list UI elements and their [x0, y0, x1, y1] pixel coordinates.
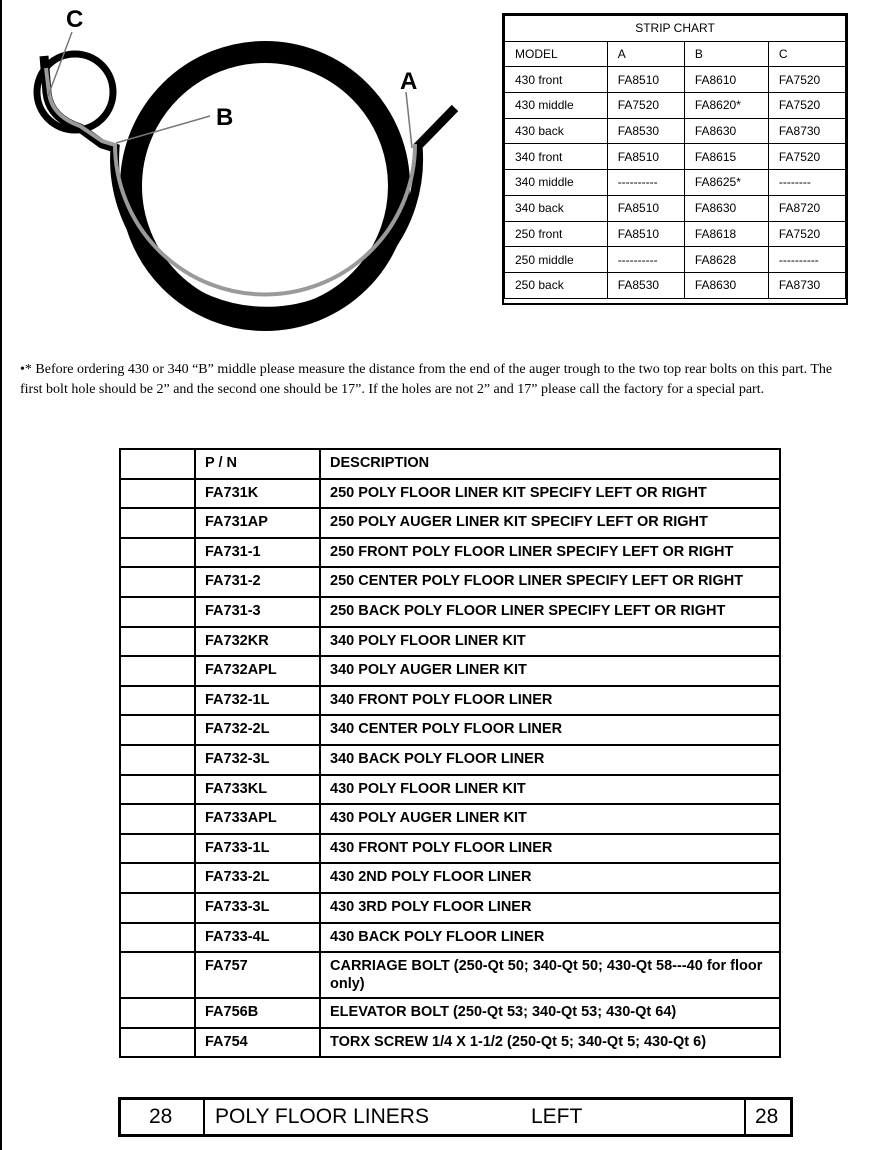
page-footer [118, 1097, 793, 1137]
leader-line-b [116, 116, 210, 143]
strip-cell-a: FA8530 [607, 118, 684, 144]
strip-chart-row [505, 221, 846, 247]
parts-cell-description: 340 FRONT POLY FLOOR LINER [320, 686, 780, 716]
parts-cell-blank [120, 923, 195, 953]
strip-cell-model: 250 middle [505, 247, 608, 273]
parts-cell-pn: FA731-3 [195, 597, 320, 627]
parts-row [120, 998, 780, 1028]
parts-cell-pn: FA731AP [195, 508, 320, 538]
strip-chart-row [505, 93, 846, 119]
parts-cell-pn: FA733APL [195, 804, 320, 834]
parts-row [120, 834, 780, 864]
parts-row [120, 627, 780, 657]
strip-header-model: MODEL [505, 41, 608, 67]
strip-cell-b: FA8630 [684, 118, 768, 144]
parts-cell-pn: FA733-1L [195, 834, 320, 864]
strip-cell-model: 340 back [505, 195, 608, 221]
parts-row [120, 775, 780, 805]
parts-cell-pn: FA733KL [195, 775, 320, 805]
parts-cell-pn: FA732KR [195, 627, 320, 657]
parts-cell-blank [120, 893, 195, 923]
strip-cell-a: ---------- [607, 247, 684, 273]
parts-cell-pn: FA733-4L [195, 923, 320, 953]
parts-row [120, 952, 780, 998]
page-left-border [0, 0, 2, 1150]
strip-cell-c: FA7520 [768, 144, 845, 170]
strip-cell-b: FA8620* [684, 93, 768, 119]
parts-cell-blank [120, 627, 195, 657]
parts-cell-description: 430 3RD POLY FLOOR LINER [320, 893, 780, 923]
strip-cell-a: ---------- [607, 170, 684, 196]
footer-divider-right [744, 1100, 746, 1134]
strip-cell-a: FA8510 [607, 221, 684, 247]
parts-row [120, 715, 780, 745]
parts-header-blank [120, 449, 195, 479]
strip-cell-c: FA8730 [768, 118, 845, 144]
strip-header-a: A [607, 41, 684, 67]
parts-row [120, 656, 780, 686]
parts-cell-blank [120, 479, 195, 509]
footer-page-number-right: 28 [755, 1105, 779, 1128]
strip-cell-c: FA8730 [768, 272, 845, 298]
parts-cell-blank [120, 508, 195, 538]
parts-cell-description: 430 2ND POLY FLOOR LINER [320, 863, 780, 893]
parts-cell-pn: FA731K [195, 479, 320, 509]
parts-cell-pn: FA732APL [195, 656, 320, 686]
parts-cell-description: 430 POLY AUGER LINER KIT [320, 804, 780, 834]
strip-cell-b: FA8628 [684, 247, 768, 273]
parts-cell-pn: FA757 [195, 952, 320, 998]
strip-chart-row [505, 118, 846, 144]
strip-chart-row [505, 144, 846, 170]
parts-cell-blank [120, 863, 195, 893]
callout-b-label: B [216, 104, 234, 131]
strip-cell-model: 430 front [505, 67, 608, 93]
strip-cell-model: 430 middle [505, 93, 608, 119]
strip-chart-row [505, 272, 846, 298]
parts-cell-blank [120, 686, 195, 716]
parts-header-description: DESCRIPTION [320, 449, 780, 479]
parts-cell-description: TORX SCREW 1/4 X 1-1/2 (250-Qt 5; 340-Qt 5; 430-Qt 6) [320, 1028, 780, 1058]
footer-section-title: POLY FLOOR LINERS [215, 1105, 429, 1128]
parts-cell-description: 250 BACK POLY FLOOR LINER SPECIFY LEFT OR RIGHT [320, 597, 780, 627]
floor-liner-diagram [20, 8, 480, 348]
parts-cell-description: 430 FRONT POLY FLOOR LINER [320, 834, 780, 864]
strip-chart-row [505, 67, 846, 93]
strip-cell-c: ---------- [768, 247, 845, 273]
parts-cell-description: 340 POLY FLOOR LINER KIT [320, 627, 780, 657]
parts-row [120, 508, 780, 538]
strip-cell-b: FA8625* [684, 170, 768, 196]
footer-divider-left [203, 1100, 205, 1134]
parts-cell-blank [120, 834, 195, 864]
parts-cell-blank [120, 998, 195, 1028]
strip-cell-model: 340 front [505, 144, 608, 170]
parts-row [120, 1028, 780, 1058]
parts-cell-description: 430 BACK POLY FLOOR LINER [320, 923, 780, 953]
strip-cell-model: 250 front [505, 221, 608, 247]
parts-cell-blank [120, 745, 195, 775]
strip-header-c: C [768, 41, 845, 67]
strip-cell-c: FA8720 [768, 195, 845, 221]
parts-row [120, 863, 780, 893]
strip-chart-table [504, 15, 846, 299]
strip-cell-b: FA8630 [684, 195, 768, 221]
parts-cell-blank [120, 597, 195, 627]
parts-cell-description: 250 CENTER POLY FLOOR LINER SPECIFY LEFT OR RIGHT [320, 567, 780, 597]
parts-cell-pn: FA733-3L [195, 893, 320, 923]
leader-line-a [406, 92, 412, 148]
strip-cell-model: 250 back [505, 272, 608, 298]
parts-row [120, 479, 780, 509]
strip-cell-c: FA7520 [768, 93, 845, 119]
ordering-note: •* Before ordering 430 or 340 “B” middle please measure the distance from the end of the auger trough to the two top rear bolts on this part. The first bolt hole should be 2” and the second one should be 17”. If the holes are not 2” and 17” please call the factory for a special part. [20, 362, 833, 397]
parts-row [120, 538, 780, 568]
parts-cell-pn: FA732-1L [195, 686, 320, 716]
parts-cell-description: ELEVATOR BOLT (250-Qt 53; 340-Qt 53; 430-Qt 64) [320, 998, 780, 1028]
strip-cell-a: FA8510 [607, 195, 684, 221]
parts-cell-description: 250 POLY AUGER LINER KIT SPECIFY LEFT OR RIGHT [320, 508, 780, 538]
parts-table [119, 448, 781, 1058]
strip-cell-c: FA7520 [768, 67, 845, 93]
strip-cell-b: FA8618 [684, 221, 768, 247]
strip-cell-model: 340 middle [505, 170, 608, 196]
strip-cell-a: FA7520 [607, 93, 684, 119]
footer-side-label: LEFT [531, 1105, 583, 1128]
strip-chart-title-row [505, 16, 846, 42]
parts-cell-description: 250 FRONT POLY FLOOR LINER SPECIFY LEFT OR RIGHT [320, 538, 780, 568]
parts-cell-pn: FA732-3L [195, 745, 320, 775]
parts-cell-pn: FA754 [195, 1028, 320, 1058]
parts-cell-blank [120, 567, 195, 597]
parts-cell-description: 340 POLY AUGER LINER KIT [320, 656, 780, 686]
parts-header-pn: P / N [195, 449, 320, 479]
strip-cell-model: 430 back [505, 118, 608, 144]
parts-row [120, 686, 780, 716]
callout-a-label: A [400, 68, 418, 95]
strip-cell-a: FA8510 [607, 67, 684, 93]
parts-cell-pn: FA731-1 [195, 538, 320, 568]
parts-row [120, 597, 780, 627]
strip-header-b: B [684, 41, 768, 67]
parts-cell-blank [120, 952, 195, 998]
parts-row [120, 567, 780, 597]
strip-cell-b: FA8615 [684, 144, 768, 170]
parts-row [120, 745, 780, 775]
strip-chart-row [505, 247, 846, 273]
parts-row [120, 923, 780, 953]
parts-cell-description: 340 CENTER POLY FLOOR LINER [320, 715, 780, 745]
parts-cell-pn: FA732-2L [195, 715, 320, 745]
parts-row [120, 804, 780, 834]
parts-cell-blank [120, 1028, 195, 1058]
strip-chart-row [505, 170, 846, 196]
parts-cell-description: CARRIAGE BOLT (250-Qt 50; 340-Qt 50; 430-Qt 58---40 for floor only) [320, 952, 780, 998]
parts-cell-description: 340 BACK POLY FLOOR LINER [320, 745, 780, 775]
parts-header-row [120, 449, 780, 479]
parts-cell-description: 430 POLY FLOOR LINER KIT [320, 775, 780, 805]
strip-chart-header-row [505, 41, 846, 67]
parts-cell-pn: FA756B [195, 998, 320, 1028]
strip-cell-b: FA8610 [684, 67, 768, 93]
parts-row [120, 893, 780, 923]
strip-cell-c: FA7520 [768, 221, 845, 247]
strip-chart-row [505, 195, 846, 221]
parts-cell-blank [120, 656, 195, 686]
strip-cell-a: FA8530 [607, 272, 684, 298]
parts-cell-pn: FA731-2 [195, 567, 320, 597]
strip-cell-a: FA8510 [607, 144, 684, 170]
parts-cell-blank [120, 804, 195, 834]
callout-c-label: C [66, 6, 84, 33]
parts-cell-blank [120, 538, 195, 568]
strip-cell-c: -------- [768, 170, 845, 196]
strip-chart-title: STRIP CHART [505, 16, 846, 42]
parts-cell-description: 250 POLY FLOOR LINER KIT SPECIFY LEFT OR RIGHT [320, 479, 780, 509]
parts-cell-blank [120, 715, 195, 745]
liner-cross-section-drawing [20, 8, 480, 348]
parts-cell-blank [120, 775, 195, 805]
strip-cell-b: FA8630 [684, 272, 768, 298]
footer-page-number-left: 28 [149, 1105, 173, 1128]
parts-cell-pn: FA733-2L [195, 863, 320, 893]
